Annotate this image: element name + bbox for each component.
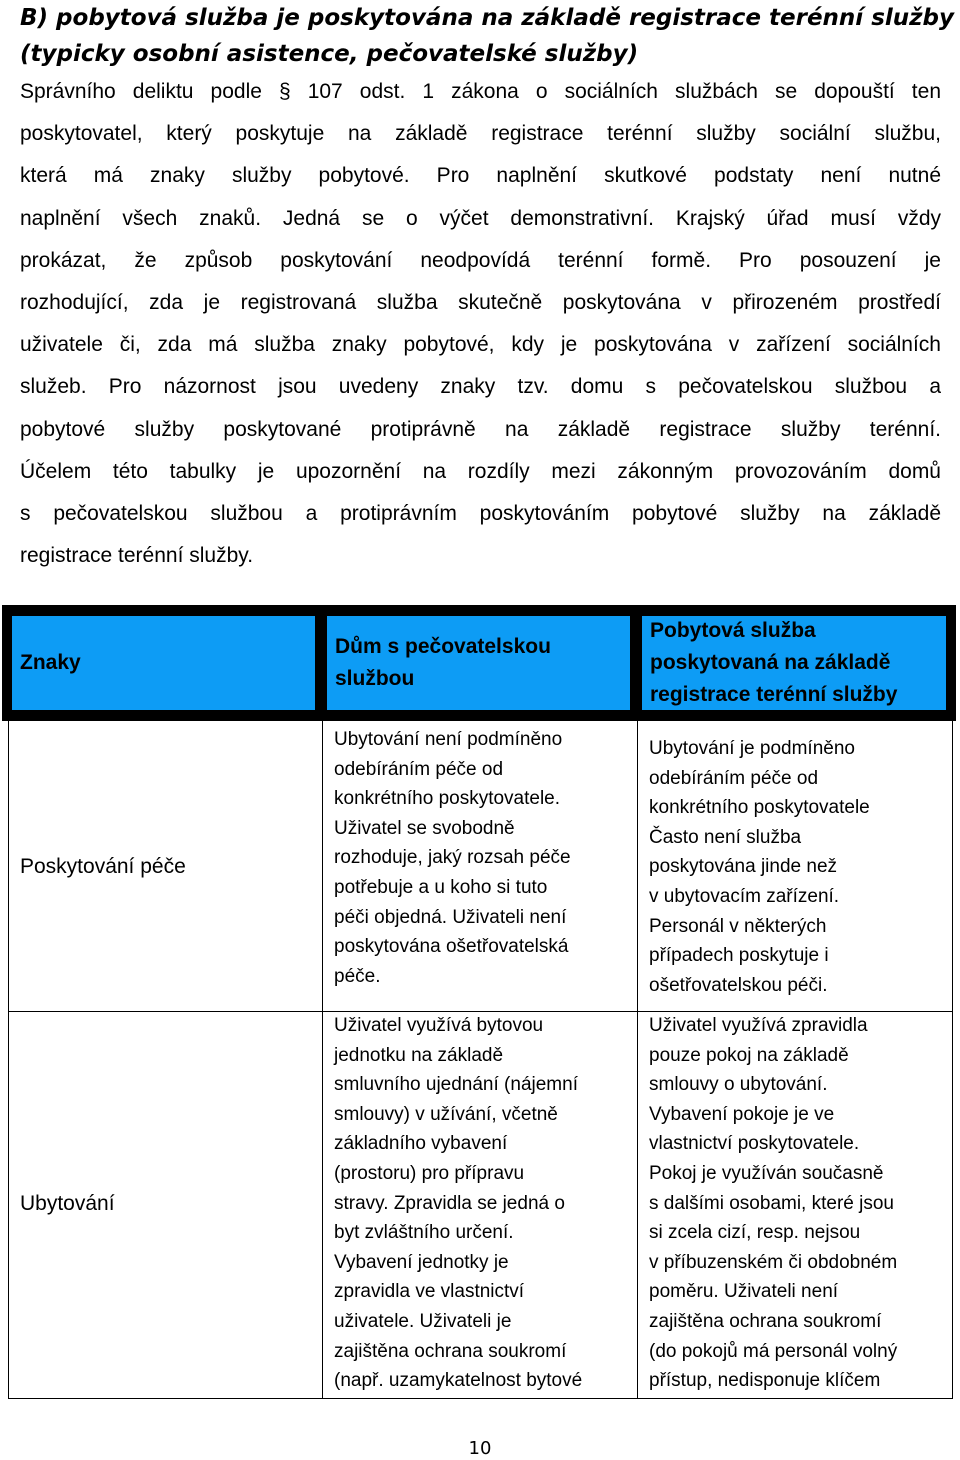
cell-line: zpravidla ve vlastnictví — [334, 1281, 525, 1303]
cell-line: v ubytovacím zařízení. — [649, 885, 840, 907]
cell-line: poskytována jinde než — [649, 856, 838, 878]
paragraph-line: služeb. Pro názornost jsou uvedeny znaky tzv. domu s pečovatelskou službou a — [20, 375, 941, 399]
cell-line: ošetřovatelskou péči. — [649, 974, 828, 996]
cell-line: zajištěna ochrana soukromí — [649, 1310, 882, 1332]
cell-dum-pece — [334, 725, 571, 991]
page-number: 10 — [468, 1438, 492, 1459]
table-border — [952, 721, 953, 1399]
heading-line: B) pobytová služba je poskytována na základě registrace terénní služby — [20, 5, 954, 31]
cell-line: jednotku na základě — [334, 1044, 504, 1066]
paragraph-line: naplnění všech znaků. Jedná se o výčet demonstrativní. Krajský úřad musí vždy — [20, 206, 941, 230]
cell-line: Uživatel využívá zpravidla — [649, 1015, 868, 1036]
cell-line: Pokoj je využíván současně — [649, 1162, 884, 1184]
row-label-poskytovani-pece: Poskytování péče — [20, 855, 186, 878]
cell-line: Ubytování je podmíněno — [649, 738, 855, 759]
cell-line: Vybavení jednotky je — [334, 1251, 509, 1273]
cell-dum-ubytovani — [334, 1011, 582, 1396]
cell-line: péči objedná. Uživateli není — [334, 906, 567, 928]
cell-pobytova-ubytovani — [649, 1011, 897, 1396]
table-border — [8, 721, 9, 1399]
cell-line: poskytována ošetřovatelská — [334, 936, 569, 958]
header-text: službou — [335, 667, 415, 690]
cell-line: (prostoru) pro přípravu — [334, 1162, 525, 1184]
paragraph-line: Účelem této tabulky je upozornění na rozdíly mezi zákonným provozováním domů — [20, 459, 941, 483]
cell-line: poměru. Uživateli není — [649, 1281, 839, 1303]
cell-pobytova-pece — [649, 734, 870, 1000]
paragraph-line: s pečovatelskou službou a protiprávním poskytováním pobytové služby na základě — [20, 501, 941, 525]
cell-line: konkrétního poskytovatele. — [334, 788, 561, 810]
cell-line: (do pokojů má personál volný — [649, 1340, 898, 1362]
cell-line: Vybavení pokoje je ve — [649, 1103, 835, 1125]
header-cell-dum — [325, 614, 632, 712]
cell-line: smlouvy o ubytování. — [649, 1074, 828, 1096]
table-border — [322, 721, 323, 1399]
paragraph-line: uživatele či, zda má služba znaky pobytové, kdy je poskytována v zařízení sociálních — [20, 333, 941, 357]
cell-line: stravy. Zpravidla se jedná o — [334, 1192, 565, 1214]
cell-line: Uživatel využívá bytovou — [334, 1015, 544, 1036]
cell-line: si zcela cizí, resp. nejsou — [649, 1222, 861, 1244]
paragraph-line: Správního deliktu podle § 107 odst. 1 zákona o sociálních službách se dopouští ten — [20, 80, 941, 103]
cell-line: Ubytování není podmíněno — [334, 729, 563, 750]
table-border — [637, 721, 638, 1399]
table-border — [8, 1398, 953, 1399]
cell-line: (např. uzamykatelnost bytové — [334, 1370, 583, 1392]
row-label-ubytovani: Ubytování — [20, 1192, 115, 1215]
cell-line: zajištěna ochrana soukromí — [334, 1340, 567, 1362]
header-text: Znaky — [20, 651, 81, 674]
cell-line: uživatele. Uživateli je — [334, 1310, 512, 1332]
header-text: poskytovaná na základě — [650, 651, 891, 674]
cell-line: přístup, nedisponuje klíčem — [649, 1370, 881, 1392]
cell-line: pouze pokoj na základě — [649, 1044, 849, 1066]
paragraph-line: registrace terénní služby. — [20, 544, 254, 568]
body-paragraph — [20, 71, 941, 577]
paragraph-line: rozhodující, zda je registrovaná služba skutečně poskytována v přirozeném prostředí — [20, 290, 941, 314]
cell-line: Personál v některých — [649, 915, 827, 937]
cell-line: péče. — [334, 965, 381, 987]
paragraph-line: která má znaky služby pobytové. Pro naplnění skutkové podstaty není nutné — [20, 164, 941, 188]
header-cell-znaky — [10, 614, 317, 712]
paragraph-line: pobytové služby poskytované protiprávně na základě registrace služby terénní. — [20, 417, 941, 441]
header-text: Pobytová služba — [650, 619, 816, 642]
cell-line: smluvního ujednání (nájemní — [334, 1074, 578, 1096]
cell-line: vlastnictví poskytovatele. — [649, 1133, 860, 1155]
cell-line: potřebuje a u koho si tuto — [334, 876, 548, 898]
cell-line: Uživatel se svobodně — [334, 817, 515, 839]
paragraph-line: prokázat, že způsob poskytování neodpovídá terénní formě. Pro posouzení je — [20, 248, 941, 272]
cell-line: odebíráním péče od — [649, 767, 819, 789]
paragraph-line: poskytovatel, který poskytuje na základě registrace terénní služby sociální službu, — [20, 122, 941, 146]
cell-line: smlouvy) v užívání, včetně — [334, 1103, 558, 1125]
header-cell-pobytova — [640, 614, 948, 712]
cell-line: s dalšími osobami, které jsou — [649, 1192, 894, 1214]
cell-line: v příbuzenském či obdobném — [649, 1251, 898, 1273]
cell-line: základního vybavení — [334, 1133, 508, 1155]
cell-line: odebíráním péče od — [334, 758, 504, 780]
cell-line: případech poskytuje i — [649, 945, 829, 967]
cell-line: konkrétního poskytovatele — [649, 797, 870, 819]
section-heading — [20, 0, 954, 72]
heading-line: (typicky osobní asistence, pečovatelské služby) — [20, 41, 639, 67]
header-text: registrace terénní služby — [650, 683, 898, 706]
cell-line: Často není služba — [649, 826, 802, 848]
cell-line: rozhoduje, jaký rozsah péče — [334, 847, 571, 869]
cell-line: byt zvláštního určení. — [334, 1222, 514, 1244]
header-text: Dům s pečovatelskou — [335, 635, 551, 658]
